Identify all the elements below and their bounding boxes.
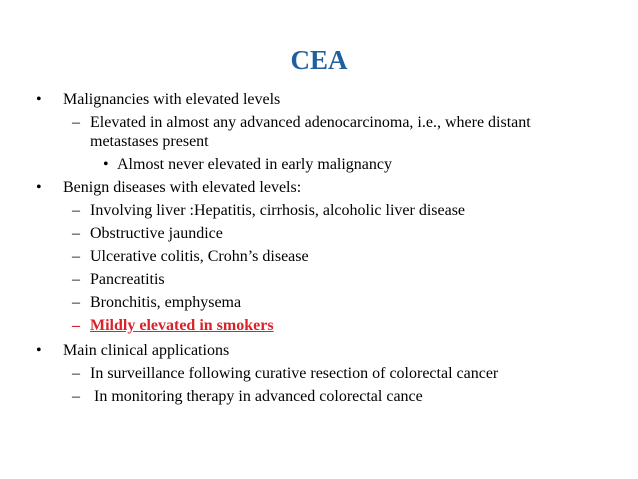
- slide-title: CEA: [290, 45, 348, 75]
- subbullet-text: Bronchitis, emphysema: [90, 294, 242, 311]
- subbullet-text: Pancreatitis: [90, 271, 165, 288]
- bullet-marker: •: [36, 342, 42, 359]
- subbullet-text: In surveillance following curative resection of colorectal cancer: [90, 365, 499, 382]
- subbullet-text: In monitoring therapy in advanced colorectal cance: [90, 388, 423, 405]
- subbullet-text: Ulcerative colitis, Crohn’s disease: [90, 248, 309, 265]
- dash-marker: –: [72, 271, 80, 288]
- dash-marker: –: [72, 248, 80, 265]
- subsubbullet-text: Almost never elevated in early malignancy: [117, 156, 393, 173]
- subbullet-text: Involving liver :Hepatitis, cirrhosis, alcoholic liver disease: [90, 202, 466, 219]
- bullet-marker: •: [103, 156, 109, 173]
- bullet-marker: •: [36, 91, 42, 108]
- bullet-text: Main clinical applications: [63, 342, 230, 359]
- subbullet-text: Obstructive jaundice: [90, 225, 223, 242]
- subbullet-text: Mildly elevated in smokers: [90, 317, 274, 334]
- dash-marker: –: [72, 365, 80, 382]
- dash-marker: –: [72, 317, 80, 334]
- bullet-text: Malignancies with elevated levels: [63, 91, 281, 108]
- bullet-text: Benign diseases with elevated levels:: [63, 179, 302, 196]
- subbullet-text: Elevated in almost any advanced adenocarcinoma, i.e., where distant: [90, 114, 531, 131]
- bullet-marker: •: [36, 179, 42, 196]
- subbullet-continuation-text: metastases present: [90, 133, 209, 150]
- dash-marker: –: [72, 114, 80, 131]
- dash-marker: –: [72, 294, 80, 311]
- dash-marker: –: [72, 202, 80, 219]
- dash-marker: –: [72, 388, 80, 405]
- dash-marker: –: [72, 225, 80, 242]
